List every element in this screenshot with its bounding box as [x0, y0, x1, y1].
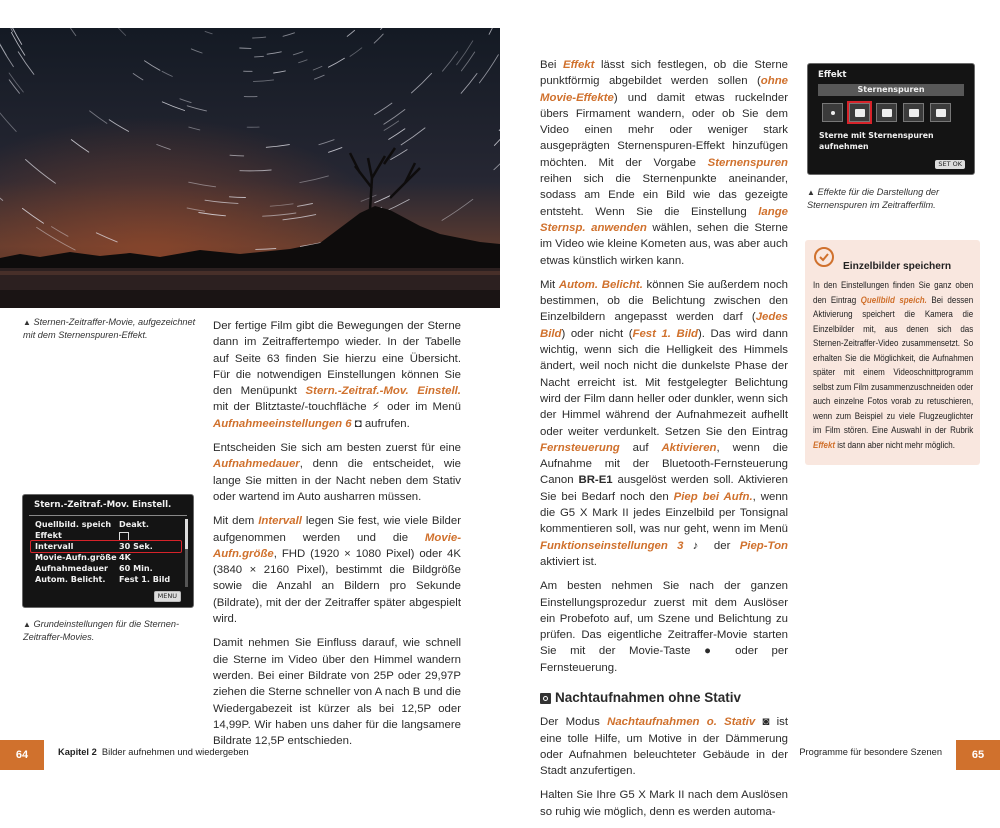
- menu-title: Stern.-Zeitraf.-Mov. Einstell.: [23, 500, 193, 513]
- right-page-number: 65: [956, 740, 1000, 770]
- text-run: ausgelöst werden soll. Aktivieren Sie bei Bedarf noch den: [540, 474, 788, 502]
- menu-row-key: Autom. Belicht.: [35, 574, 119, 585]
- text-run: lässt sich festlegen, ob die Sterne punktförmig abgebildet werden sollen (: [540, 59, 788, 87]
- text-run: , wenn die G5 X Mark II jedes Einzelbild per Tonsignal kommentieren soll, was nur geht, wenn im Menü: [540, 491, 788, 536]
- menu-row: [31, 519, 181, 530]
- highlighted-term: Fernsteuerung: [540, 442, 620, 454]
- text-run: auf: [620, 442, 662, 454]
- highlighted-term: Aufnahmedauer: [213, 458, 300, 470]
- highlighted-term: Effekt: [813, 440, 835, 450]
- effect-icon: [119, 532, 129, 541]
- highlighted-term: Sternenspuren: [708, 157, 788, 169]
- effect-option-long-trails-icon: [876, 103, 897, 122]
- text-run: Der fertige Film gibt die Bewegungen der Sterne dann im Zeitraffertempo wieder. In der Tabelle auf Seite 63 finden Sie hierzu eine Übersicht. Für die notwendigen Einstellungen können Sie den Menüpunkt: [213, 320, 461, 397]
- tip-title: Einzelbilder speichern: [843, 261, 951, 272]
- checkmark-icon: [814, 247, 834, 267]
- effect-selected-label: Sternenspuren: [818, 84, 964, 96]
- highlighted-term: Stern.-Zeitraf.-Mov. Einstell.: [306, 385, 461, 397]
- menu-row-value: 60 Min.: [119, 563, 153, 574]
- menu-caption: ▲ Grundeinstellungen für die Sternen-Zeitraffer-Movies.: [23, 618, 188, 643]
- text-run: ist dann aber nicht mehr möglich.: [835, 440, 955, 450]
- tip-box: [805, 240, 980, 465]
- text-run: ♪ der: [683, 540, 739, 552]
- effect-menu-screen: [807, 63, 975, 175]
- highlighted-term: Piep-Ton: [740, 540, 788, 552]
- text-run: Entscheiden Sie sich am besten zuerst für eine: [213, 442, 461, 454]
- text-run: Bei: [540, 59, 563, 71]
- effect-option-custom-icon: [930, 103, 951, 122]
- menu-row-key: Quellbild. speich: [35, 519, 119, 530]
- text-run: legen Sie fest, wie viele Bilder aufgenommen werden und die: [213, 515, 461, 543]
- highlighted-term: Intervall: [258, 515, 302, 527]
- text-run: mit der Blitztaste/-touchfläche ⚡ oder im Menü: [213, 401, 461, 413]
- section-heading: Nachtaufnahmen ohne Stativ: [540, 690, 788, 706]
- right-paragraph-4: [540, 714, 788, 779]
- menu-row: [31, 552, 181, 563]
- menu-row-value: [119, 530, 129, 541]
- star-trail-photo: [0, 28, 500, 308]
- highlighted-term: Autom. Belicht.: [559, 279, 643, 291]
- text-run: Halten Sie Ihre G5 X Mark II nach dem Auslösen so ruhig wie möglich, denn es werden automa-: [540, 789, 788, 817]
- tip-body: [813, 278, 973, 452]
- right-paragraph-2: [540, 277, 788, 570]
- text-run: Am besten nehmen Sie nach der ganzen Einstellungsprozedur zuerst mit dem Auslöser ein Probefoto auf, um Szene und Belichtung zu prüfen. Das eigentliche Zeitraffer-Movie starten Sie mit der Movie-Taste ● oder per Fernsteuerung.: [540, 580, 788, 673]
- highlighted-term: Quellbild speich.: [861, 295, 927, 305]
- zeitraffer-menu-screen: [22, 494, 194, 608]
- text-run: ◙ ist eine tolle Hilfe, um Motive in der Dämmerung oder Aufnahmen beleuchteter Gebäude in der Stadt anzufertigen.: [540, 716, 788, 777]
- night-mode-icon: [540, 693, 551, 704]
- menu-scrollbar: [185, 519, 188, 587]
- set-ok-button: SET OK: [935, 160, 965, 169]
- menu-row-value: Deakt.: [119, 519, 149, 530]
- menu-row-value: 4K: [119, 552, 131, 563]
- right-paragraph-5: [540, 787, 788, 820]
- highlighted-term: ohne Movie-Effekte: [540, 75, 788, 103]
- text-run: Damit nehmen Sie Einfluss darauf, wie schnell die Sterne im Video über den Himmel wandern werden. Bei einer Bildrate von 25P oder 29,97P ziehen die Sterne schneller von A nach B und die Wiedergabezeit ist kürzer als bei 12,5P oder 14,99P. Wir haben uns daher für die langsamere Bildrate 12,5P entschieden.: [213, 637, 461, 747]
- highlighted-term: Fest 1. Bild: [633, 328, 698, 340]
- left-paragraph-1: [213, 318, 461, 432]
- highlighted-term: Effekt: [563, 59, 594, 71]
- text-run: , wenn die Aufnahme mit der Bluetooth-Fernsteuerung Canon: [540, 442, 788, 487]
- text-run: ) oder nicht (: [562, 328, 633, 340]
- left-page-number: 64: [0, 740, 44, 770]
- menu-divider: [29, 515, 187, 516]
- text-run: BR-E1: [578, 474, 612, 486]
- text-run: können Sie außerdem noch bestimmen, ob die Belichtung zwischen den Einzelbildern angepasst werden darf (: [540, 279, 788, 324]
- photo-caption: ▲ Sternen-Zeitraffer-Movie, aufgezeichnet mit dem Sternenspuren-Effekt.: [23, 316, 203, 341]
- text-run: , FHD (1920 × 1080 Pixel) oder 4K (3840 × 2160 Pixel), bestimmt die Bildgröße sowie die Anzahl an Bildern pro Sekunde (Bildrate), mit der der Zeitraffer später abgespielt wird.: [213, 548, 461, 625]
- text-run: wählen, sehen die Sterne im Video wie kleine Kometen aus, was aber auch etwas künstlich wirken kann.: [540, 222, 788, 267]
- effect-options: [822, 103, 974, 122]
- star-trail-image: [0, 28, 500, 308]
- footer-section-title: Programme für besondere Szenen: [799, 747, 942, 757]
- text-run: ◘ aufrufen.: [352, 418, 410, 430]
- effect-option-none-icon: [822, 103, 843, 122]
- footer-chapter: Kapitel 2 Bilder aufnehmen und wiedergeben: [58, 747, 249, 757]
- highlighted-term: Aktivieren: [661, 442, 716, 454]
- menu-row-value: Fest 1. Bild: [119, 574, 170, 585]
- highlighted-term: Aufnahmeeinstellungen 6: [213, 418, 352, 430]
- menu-rows: [23, 519, 193, 585]
- text-run: Mit: [540, 279, 559, 291]
- text-run: ) und damit etwas ruckelnder übers Firmament wandern, oder ob Sie dem Video einen mehr oder weniger stark ausgeprägten Sternenspuren-Effekt hinzufügen möchten. Mit der Vorgabe: [540, 92, 788, 169]
- left-paragraph-3: [213, 513, 461, 627]
- left-paragraph-2: [213, 440, 461, 505]
- text-run: , denn die entscheidet, wie lange Sie mitten in der Nacht neben dem Stativ oder wartend im Auto ausharren müssen.: [213, 458, 461, 503]
- right-column-text: [540, 57, 788, 828]
- menu-row: [31, 563, 181, 574]
- text-run: Mit dem: [213, 515, 258, 527]
- menu-row: [31, 574, 181, 585]
- text-run: aktiviert ist.: [540, 556, 597, 568]
- menu-row: [31, 541, 181, 552]
- effect-title: Effekt: [808, 70, 974, 84]
- text-run: Der Modus: [540, 716, 607, 728]
- text-run: Bei dessen Aktivierung speichert die Kamera die Einzelbilder mit, aus denen sich das Sternen-Zeitraffer-Video zusammensetzt. So erhalten Sie die Möglichkeit, die Aufnahmen später mit einem Videoschnittprogramm selbst zum Film zusammenzuschneiden oder auch einzelne Fotos vorab zu retuschieren, wenn zum Beispiel zu viele Flugzeuglichter im Film stören. Eine Auswahl in der Rubrik: [813, 295, 973, 436]
- menu-row-key: Movie-Aufn.größe: [35, 552, 119, 563]
- effect-option-extra-long-trails-icon: [903, 103, 924, 122]
- right-paragraph-3: [540, 578, 788, 676]
- text-run: ). Das wird dann wichtig, wenn sich die Helligkeit des Himmels ändert, weil noch nicht die dunkelste Phase der Nacht erreicht ist. Mit festgelegter Belichtung wird der Film dann heller oder dunkler, wenn sich der Himmel während der Aufnahmezeit aufhellt oder weiter verdunkelt. Setzen Sie den Eintrag: [540, 328, 788, 438]
- effect-description: Sterne mit Sternenspuren aufnehmen: [808, 122, 974, 152]
- highlighted-term: Movie-Aufn.größe: [213, 532, 461, 560]
- highlighted-term: Jedes Bild: [540, 311, 788, 339]
- menu-row-key: Intervall: [35, 541, 119, 552]
- left-paragraph-4: [213, 635, 461, 749]
- menu-row: [31, 530, 181, 541]
- highlighted-term: Piep bei Aufn.: [674, 491, 753, 503]
- menu-row-value: 30 Sek.: [119, 541, 153, 552]
- effect-option-trails-icon: [849, 103, 870, 122]
- highlighted-term: Nachtaufnahmen o. Stativ: [607, 716, 755, 728]
- menu-row-key: Aufnahmedauer: [35, 563, 119, 574]
- menu-button: MENU: [154, 591, 181, 602]
- effect-caption: ▲ Effekte für die Darstellung der Sternenspuren im Zeitrafferfilm.: [807, 186, 977, 211]
- highlighted-term: lange Sternsp. anwenden: [540, 206, 788, 234]
- text-run: In den Einstellungen finden Sie ganz oben den Eintrag: [813, 280, 973, 305]
- text-run: reihen sich die Sternenpunkte aneinander, sodass am Ende ein Bild wie das gezeigte entsteht. Wenn Sie die Einstellung: [540, 173, 788, 218]
- left-column-text: [213, 318, 461, 757]
- menu-row-key: Effekt: [35, 530, 119, 541]
- highlighted-term: Funktionseinstellungen 3: [540, 540, 683, 552]
- right-paragraph-1: [540, 57, 788, 269]
